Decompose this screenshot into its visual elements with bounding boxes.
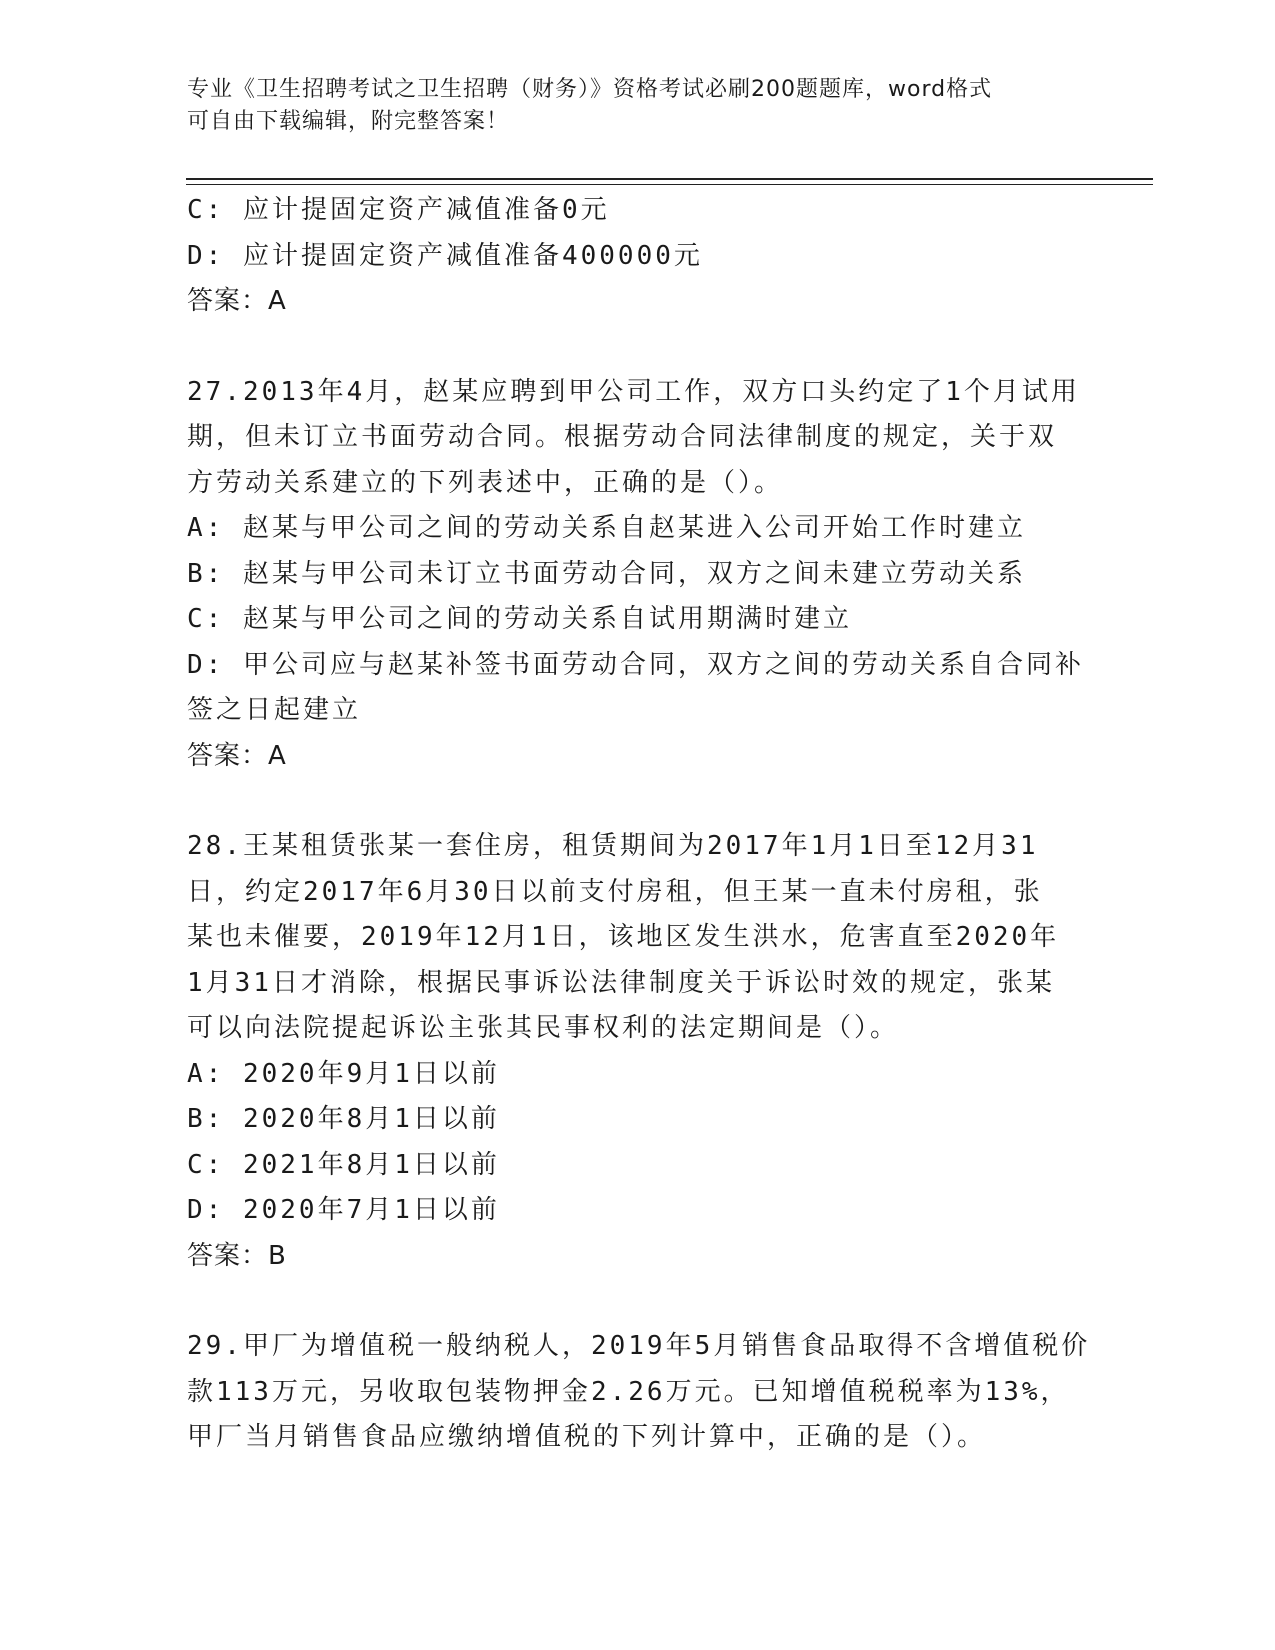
header-rule-thick	[186, 178, 1153, 180]
option-line: 签之日起建立	[187, 695, 362, 725]
stem-line: 款113万元，另收取包装物押金2.26万元。已知增值税税率为13%，	[187, 1376, 1070, 1407]
stem-line: 29.甲厂为增值税一般纳税人，2019年5月销售食品取得不含增值税价	[187, 1331, 1091, 1361]
option-line: A: 2020年9月1日以前	[187, 1058, 500, 1089]
stem-line: 甲厂当月销售食品应缴纳增值税的下列计算中，正确的是（）。	[187, 1422, 987, 1452]
option-line: C: 赵某与甲公司之间的劳动关系自试用期满时建立	[187, 604, 852, 634]
stem-line: 某也未催要，2019年12月1日，该地区发生洪水，危害直至2020年	[187, 922, 1060, 952]
header-rule-thin	[186, 184, 1153, 185]
option-line: C: 应计提固定资产减值准备0元	[187, 195, 610, 225]
document-header	[187, 74, 1087, 138]
stem-line: 27.2013年4月，赵某应聘到甲公司工作，双方口头约定了1个月试用	[187, 376, 1080, 407]
option-line: C: 2021年8月1日以前	[187, 1149, 500, 1180]
question-content	[187, 188, 1091, 1461]
header-line-2: 可自由下载编辑，附完整答案！	[187, 109, 510, 134]
header-line-1: 专业《卫生招聘考试之卫生招聘（财务）》资格考试必刷200题题库，word格式	[187, 77, 993, 102]
question-28	[187, 824, 1087, 1279]
question-29	[187, 1324, 1091, 1461]
prev-question-options	[187, 188, 1087, 279]
stem-line: 1月31日才消除，根据民事诉讼法律制度关于诉讼时效的规定，张某	[187, 967, 1055, 998]
answer-line: 答案：A	[187, 740, 287, 771]
spacer	[187, 1279, 1087, 1324]
option-line: D: 应计提固定资产减值准备400000元	[187, 240, 703, 271]
question-27	[187, 370, 1087, 780]
option-line: B: 赵某与甲公司未订立书面劳动合同，双方之间未建立劳动关系	[187, 558, 1026, 589]
option-line: D: 2020年7月1日以前	[187, 1195, 500, 1225]
spacer	[187, 325, 1087, 370]
stem-line: 方劳动关系建立的下列表述中，正确的是（）。	[187, 467, 784, 498]
answer-line: 答案：B	[187, 1240, 287, 1271]
option-line: A: 赵某与甲公司之间的劳动关系自赵某进入公司开始工作时建立	[187, 513, 1026, 543]
spacer	[187, 779, 1087, 824]
stem-line: 期，但未订立书面劳动合同。根据劳动合同法律制度的规定，关于双	[187, 422, 1058, 452]
option-line: D: 甲公司应与赵某补签书面劳动合同，双方之间的劳动关系自合同补	[187, 649, 1084, 680]
stem-line: 日，约定2017年6月30日以前支付房租，但王某一直未付房租，张	[187, 876, 1043, 907]
option-line: B: 2020年8月1日以前	[187, 1104, 500, 1134]
stem-line: 28.王某租赁张某一套住房，租赁期间为2017年1月1日至12月31	[187, 831, 1039, 861]
stem-line: 可以向法院提起诉讼主张其民事权利的法定期间是（）。	[187, 1013, 900, 1043]
answer-line: 答案：A	[187, 286, 287, 316]
